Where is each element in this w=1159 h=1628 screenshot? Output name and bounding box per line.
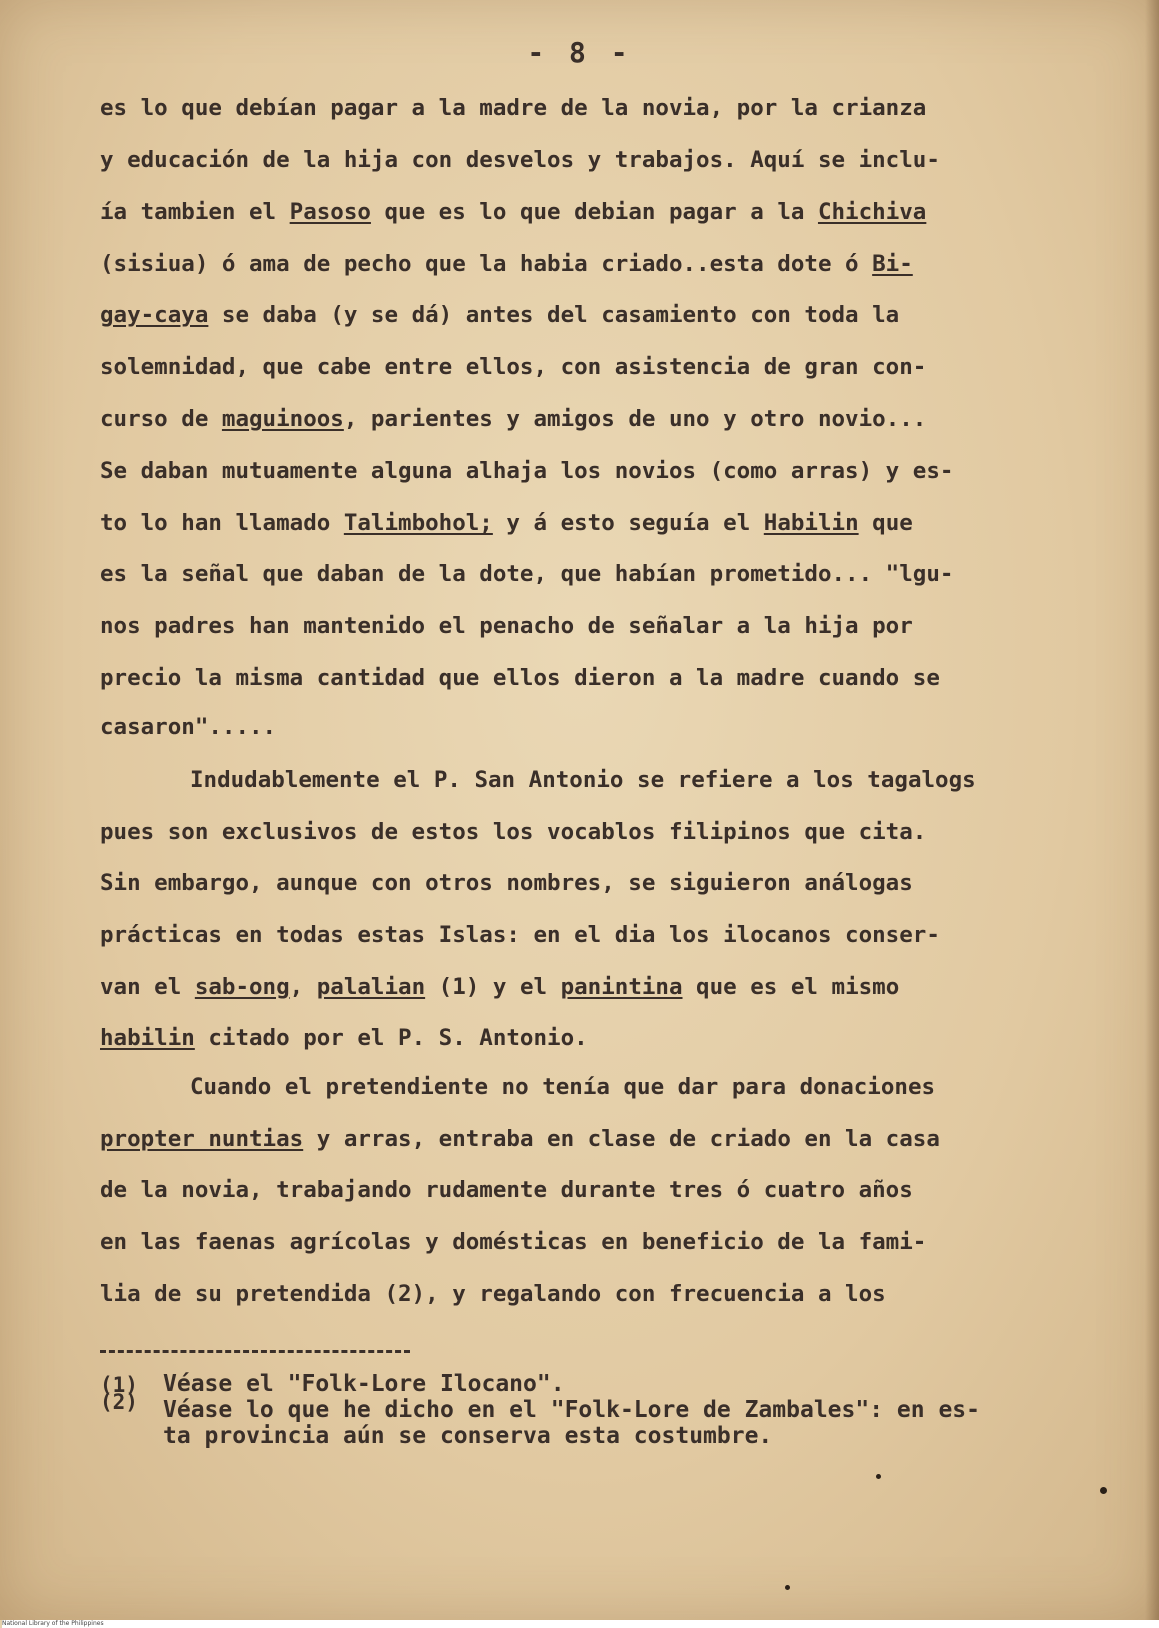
underlined-term: Pasoso [289, 199, 371, 225]
footnote-rule [100, 1350, 410, 1353]
text-line: propter nuntias y arras, entraba en clase de criado en la casa [100, 1126, 940, 1152]
underlined-term: gay-caya [100, 302, 209, 328]
underlined-term: propter nuntias [100, 1126, 304, 1152]
footnote-2-line-2: ta provincia aún se conserva esta costumbre. [163, 1423, 773, 1449]
footnote-2-line-1: Véase lo que he dicho en el "Folk-Lore de Zambales": en es- [163, 1397, 980, 1423]
text-line: solemnidad, que cabe entre ellos, con asistencia de gran con- [100, 354, 927, 380]
text-line: van el sab-ong, palalian (1) y el panintina que es el mismo [100, 974, 900, 1000]
text-line: lia de su pretendida (2), y regalando con frecuencia a los [100, 1281, 886, 1307]
text-line: Se daban mutuamente alguna alhaja los novios (como arras) y es- [100, 458, 954, 484]
underlined-term: maguinoos [221, 406, 344, 432]
underlined-term: Talimbohol; [343, 510, 493, 536]
library-credit: National Library of the Philippines [2, 1620, 1159, 1628]
text-line: es lo que debían pagar a la madre de la novia, por la crianza [100, 95, 927, 121]
underlined-term: sab-ong [194, 974, 290, 1000]
text-line: (sisiua) ó ama de pecho que la habia criado..esta dote ó Bi- [100, 251, 913, 277]
underlined-term: Habilin [763, 510, 859, 536]
footnote-1: Véase el "Folk-Lore Ilocano". [163, 1371, 565, 1397]
text-line: Cuando el pretendiente no tenía que dar para donaciones [190, 1074, 936, 1100]
text-line: y educación de la hija con desvelos y trabajos. Aquí se inclu- [100, 147, 940, 173]
text-line: Indudablemente el P. San Antonio se refiere a los tagalogs [190, 767, 976, 793]
text-line: gay-caya se daba (y se dá) antes del casamiento con toda la [100, 302, 900, 328]
footnote-marker-2: (2) [100, 1390, 138, 1414]
underlined-term: Chichiva [817, 199, 927, 225]
text-line: habilin citado por el P. S. Antonio. [100, 1025, 588, 1051]
underlined-term: habilin [100, 1025, 195, 1051]
text-line: es la señal que daban de la dote, que habían prometido... "lgu- [100, 561, 954, 587]
ink-speck [785, 1585, 790, 1590]
text-line: to lo han llamado Talimbohol; y á esto seguía el Habilin que [100, 510, 913, 536]
footnote-marker-1: (1) [100, 1373, 138, 1397]
text-line: nos padres han mantenido el penacho de señalar a la hija por [100, 613, 913, 639]
underlined-term: panintina [560, 974, 683, 1000]
text-line: en las faenas agrícolas y domésticas en beneficio de la fami- [100, 1229, 927, 1255]
underlined-term: Bi- [872, 251, 913, 277]
text-line: pues son exclusivos de estos los vocablos filipinos que cita. [100, 819, 927, 845]
text-line: curso de maguinoos, parientes y amigos de uno y otro novio... [100, 406, 927, 432]
text-line: Sin embargo, aunque con otros nombres, se siguieron análogas [100, 870, 913, 896]
text-line: de la novia, trabajando rudamente durante tres ó cuatro años [100, 1177, 913, 1203]
text-line: ía tambien el Pasoso que es lo que debian pagar a la Chichiva [100, 199, 927, 225]
ink-speck [876, 1474, 881, 1479]
underlined-term: palalian [316, 974, 426, 1000]
ink-speck [1100, 1487, 1107, 1494]
page-number: - 8 - [527, 36, 632, 69]
text-line: prácticas en todas estas Islas: en el dia los ilocanos conser- [100, 922, 940, 948]
text-line: casaron"..... [100, 714, 277, 740]
page-edge-shadow [1145, 0, 1159, 1620]
text-line: precio la misma cantidad que ellos dieron a la madre cuando se [100, 665, 940, 691]
